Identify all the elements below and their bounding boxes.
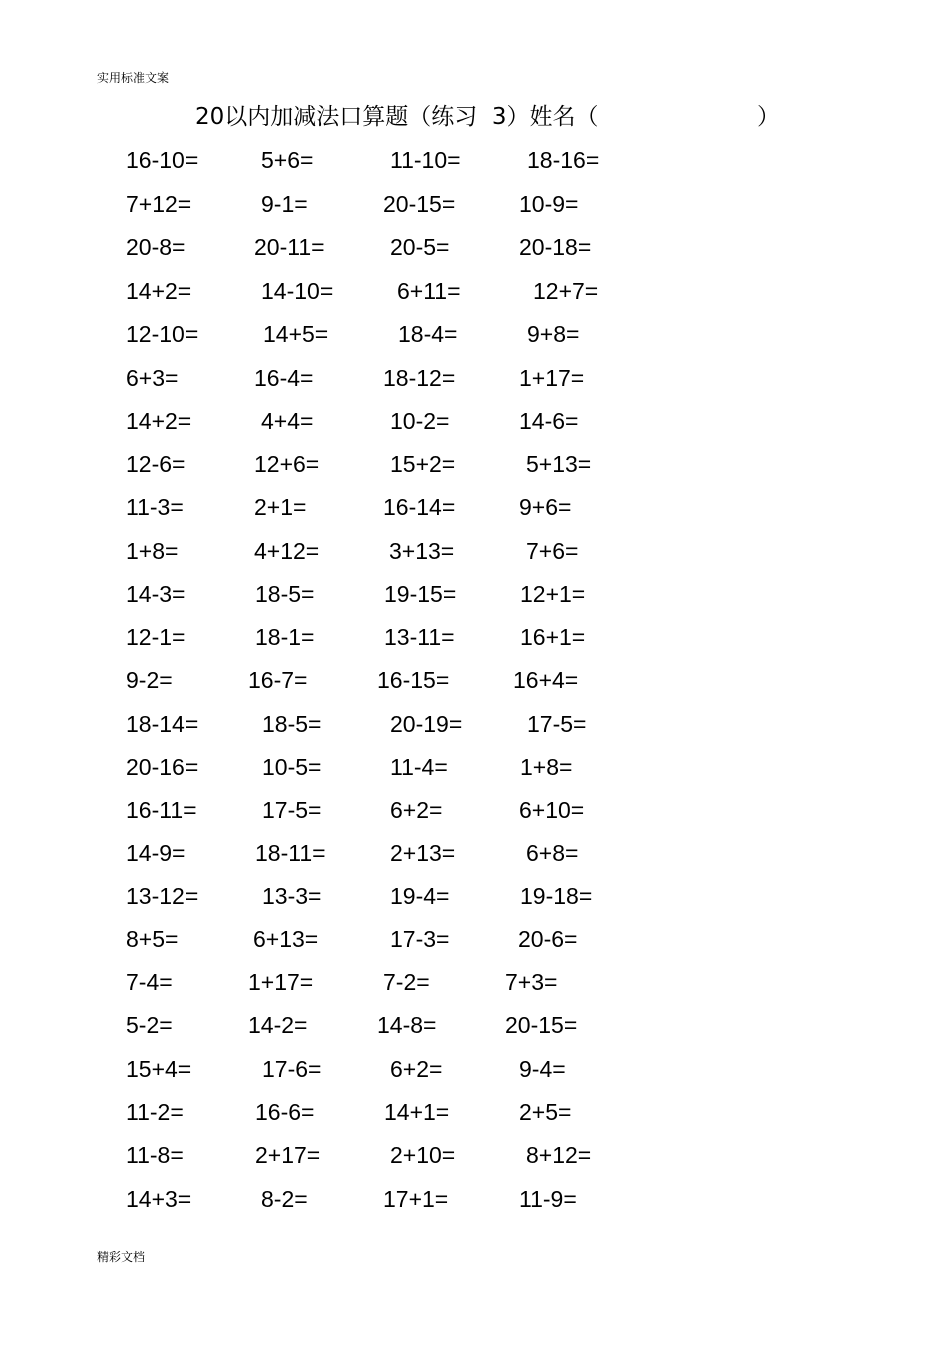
arithmetic-problem: 13-11= [384,624,455,650]
arithmetic-problem: 6+10= [519,797,585,823]
header-note: 实用标准文案 [97,71,170,85]
arithmetic-problem: 20-8= [126,234,186,260]
arithmetic-problem: 18-12= [383,365,456,391]
arithmetic-problem: 11-2= [126,1099,184,1125]
arithmetic-problem: 14-2= [248,1012,308,1038]
arithmetic-problem: 16+1= [520,624,586,650]
arithmetic-problem: 9+8= [527,321,580,347]
arithmetic-problem: 8+5= [126,926,179,952]
arithmetic-problem: 14+1= [384,1099,450,1125]
arithmetic-problem: 1+17= [248,969,314,995]
arithmetic-problem: 4+4= [261,408,314,434]
arithmetic-problem: 20-11= [254,234,325,260]
arithmetic-problem: 17+1= [383,1186,449,1212]
arithmetic-problem: 12-10= [126,321,199,347]
arithmetic-problem: 12-6= [126,451,186,477]
arithmetic-problem: 17-3= [390,926,450,952]
arithmetic-problem: 19-18= [520,883,593,909]
arithmetic-problem: 14-3= [126,581,186,607]
arithmetic-problem: 16-7= [248,667,308,693]
arithmetic-problem: 12+6= [254,451,320,477]
arithmetic-problem: 4+12= [254,538,320,564]
arithmetic-problem: 6+11= [397,278,461,304]
arithmetic-problem: 18-4= [398,321,458,347]
worksheet-title: 20以内加减法口算题（练习 3）姓名（ [195,104,599,130]
arithmetic-problem: 11-3= [126,494,184,520]
arithmetic-problem: 20-5= [390,234,450,260]
arithmetic-problem: 6+13= [253,926,319,952]
arithmetic-problem: 12+7= [533,278,599,304]
arithmetic-problem: 17-5= [527,711,587,737]
arithmetic-problem: 20-15= [505,1012,578,1038]
arithmetic-problem: 13-12= [126,883,199,909]
arithmetic-problem: 1+17= [519,365,585,391]
arithmetic-problem: 20-6= [518,926,578,952]
arithmetic-problem: 14+3= [126,1186,192,1212]
arithmetic-problem: 18-16= [527,147,600,173]
arithmetic-problem: 2+13= [390,840,456,866]
arithmetic-problem: 1+8= [520,754,573,780]
arithmetic-problem: 5-2= [126,1012,173,1038]
arithmetic-problem: 11-8= [126,1142,184,1168]
arithmetic-problem: 5+6= [261,147,314,173]
arithmetic-problem: 6+8= [526,840,579,866]
arithmetic-problem: 7-4= [126,969,173,995]
arithmetic-problem: 5+13= [526,451,592,477]
name-field-close-paren: ） [757,104,780,130]
arithmetic-problem: 14-9= [126,840,186,866]
arithmetic-problem: 14-10= [261,278,334,304]
arithmetic-problem: 2+10= [390,1142,456,1168]
arithmetic-problem: 16-10= [126,147,199,173]
arithmetic-problem: 6+2= [390,797,443,823]
arithmetic-problem: 15+4= [126,1056,192,1082]
arithmetic-problem: 14+5= [263,321,329,347]
arithmetic-problem: 9-4= [519,1056,566,1082]
arithmetic-problem: 8+12= [526,1142,592,1168]
arithmetic-problem: 18-5= [262,711,322,737]
arithmetic-problem: 18-5= [255,581,315,607]
arithmetic-problem: 11-10= [390,147,461,173]
arithmetic-problem: 10-2= [390,408,450,434]
arithmetic-problem: 14-6= [519,408,579,434]
arithmetic-problem: 13-3= [262,883,322,909]
arithmetic-problem: 12-1= [126,624,186,650]
arithmetic-problem: 2+1= [254,494,307,520]
arithmetic-problem: 3+13= [389,538,455,564]
arithmetic-problem: 18-11= [255,840,326,866]
arithmetic-problem: 16-15= [377,667,450,693]
arithmetic-problem: 19-4= [390,883,450,909]
arithmetic-problem: 2+17= [255,1142,321,1168]
arithmetic-problem: 20-19= [390,711,463,737]
arithmetic-problem: 7+6= [526,538,579,564]
arithmetic-problem: 8-2= [261,1186,308,1212]
arithmetic-problem: 16-4= [254,365,314,391]
arithmetic-problem: 10-5= [262,754,322,780]
arithmetic-problem: 1+8= [126,538,179,564]
arithmetic-problem: 12+1= [520,581,586,607]
arithmetic-problem: 20-18= [519,234,592,260]
arithmetic-problem: 14+2= [126,278,192,304]
arithmetic-problem: 14+2= [126,408,192,434]
arithmetic-problem: 6+3= [126,365,179,391]
arithmetic-problem: 7-2= [383,969,430,995]
arithmetic-problem: 9-2= [126,667,173,693]
arithmetic-problem: 20-16= [126,754,199,780]
arithmetic-problem: 7+3= [505,969,558,995]
arithmetic-problem: 16+4= [513,667,579,693]
arithmetic-problem: 17-6= [262,1056,322,1082]
arithmetic-problem: 10-9= [519,191,579,217]
arithmetic-problem: 18-14= [126,711,199,737]
arithmetic-problem: 16-6= [255,1099,315,1125]
arithmetic-problem: 9-1= [261,191,308,217]
arithmetic-problem: 11-9= [519,1186,577,1212]
arithmetic-problem: 17-5= [262,797,322,823]
arithmetic-problem: 11-4= [390,754,448,780]
arithmetic-problem: 15+2= [390,451,456,477]
arithmetic-problem: 19-15= [384,581,457,607]
arithmetic-problem: 6+2= [390,1056,443,1082]
arithmetic-problem: 9+6= [519,494,572,520]
arithmetic-problem: 18-1= [255,624,315,650]
footer-note: 精彩文档 [97,1250,146,1264]
arithmetic-problem: 20-15= [383,191,456,217]
arithmetic-problem: 7+12= [126,191,192,217]
arithmetic-problem: 16-11= [126,797,197,823]
arithmetic-problem: 2+5= [519,1099,572,1125]
arithmetic-problem: 16-14= [383,494,456,520]
arithmetic-problem: 14-8= [377,1012,437,1038]
